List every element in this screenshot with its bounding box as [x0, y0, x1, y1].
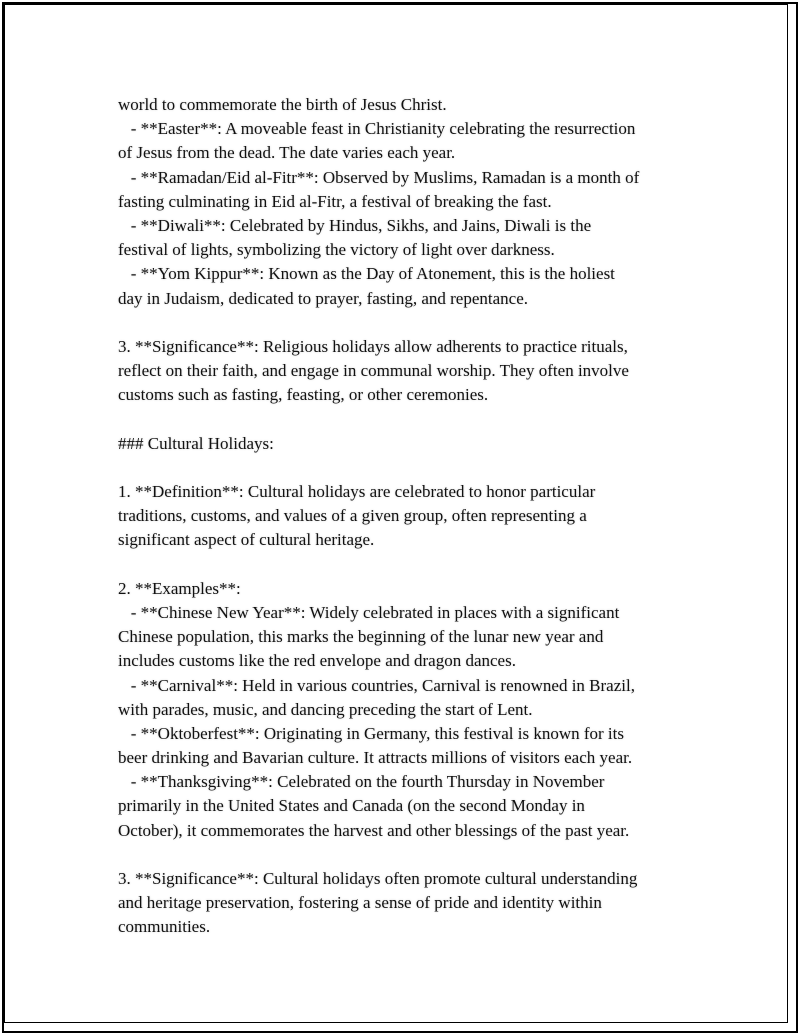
text-line: includes customs like the red envelope and dragon dances. [118, 651, 516, 671]
text-line: - **Diwali**: Celebrated by Hindus, Sikhs, and Jains, Diwali is the [118, 215, 592, 235]
text-line: day in Judaism, dedicated to prayer, fasting, and repentance. [118, 288, 529, 308]
blank-line [118, 311, 718, 335]
text-line: Chinese population, this marks the beginning of the lunar new year and [118, 627, 604, 647]
text-line: - **Thanksgiving**: Celebrated on the fourth Thursday in November [118, 772, 605, 792]
text-line: primarily in the United States and Canada (on the second Monday in [118, 796, 585, 816]
text-line: 2. **Examples**: [118, 578, 241, 598]
text-line: fasting culminating in Eid al-Fitr, a festival of breaking the fast. [118, 191, 552, 211]
text-line: 1. **Definition**: Cultural holidays are celebrated to honor particular [118, 482, 596, 501]
text-line: reflect on their faith, and engage in communal worship. They often involve [118, 361, 629, 381]
document-body [118, 93, 718, 940]
text-line: 3. **Significance**: Religious holidays allow adherents to practice rituals, [118, 336, 628, 356]
text-line: - **Easter**: A moveable feast in Christianity celebrating the resurrection [118, 119, 636, 139]
text-line: October), it commemorates the harvest and other blessings of the past year. [118, 820, 630, 840]
text-line: - **Yom Kippur**: Known as the Day of Atonement, this is the holiest [118, 264, 615, 284]
text-line: traditions, customs, and values of a given group, often representing a [118, 506, 587, 526]
text-line: with parades, music, and dancing preceding the start of Lent. [118, 699, 533, 719]
text-line: and heritage preservation, fostering a sense of pride and identity within [118, 893, 602, 913]
text-line: - **Ramadan/Eid al-Fitr**: Observed by Muslims, Ramadan is a month of [118, 167, 640, 187]
text-line: - **Oktoberfest**: Originating in Germany, this festival is known for its [118, 723, 624, 743]
text-line: customs such as fasting, feasting, or other ceremonies. [118, 385, 489, 405]
text-line: of Jesus from the dead. The date varies each year. [118, 143, 456, 163]
text-line: communities. [118, 917, 211, 937]
text-line: festival of lights, symbolizing the victory of light over darkness. [118, 240, 555, 260]
text-line: world to commemorate the birth of Jesus Christ. [118, 95, 447, 114]
blank-line [118, 407, 718, 431]
blank-line [118, 456, 718, 480]
text-line: - **Carnival**: Held in various countries, Carnival is renowned in Brazil, [118, 675, 635, 695]
text-line: significant aspect of cultural heritage. [118, 530, 375, 550]
blank-line [118, 843, 718, 867]
blank-line [118, 553, 718, 577]
text-line: - **Chinese New Year**: Widely celebrated in places with a significant [118, 602, 620, 622]
text-line: 3. **Significance**: Cultural holidays often promote cultural understanding [118, 869, 638, 888]
section-heading: ### Cultural Holidays: [118, 433, 274, 453]
text-line: beer drinking and Bavarian culture. It attracts millions of visitors each year. [118, 748, 633, 768]
